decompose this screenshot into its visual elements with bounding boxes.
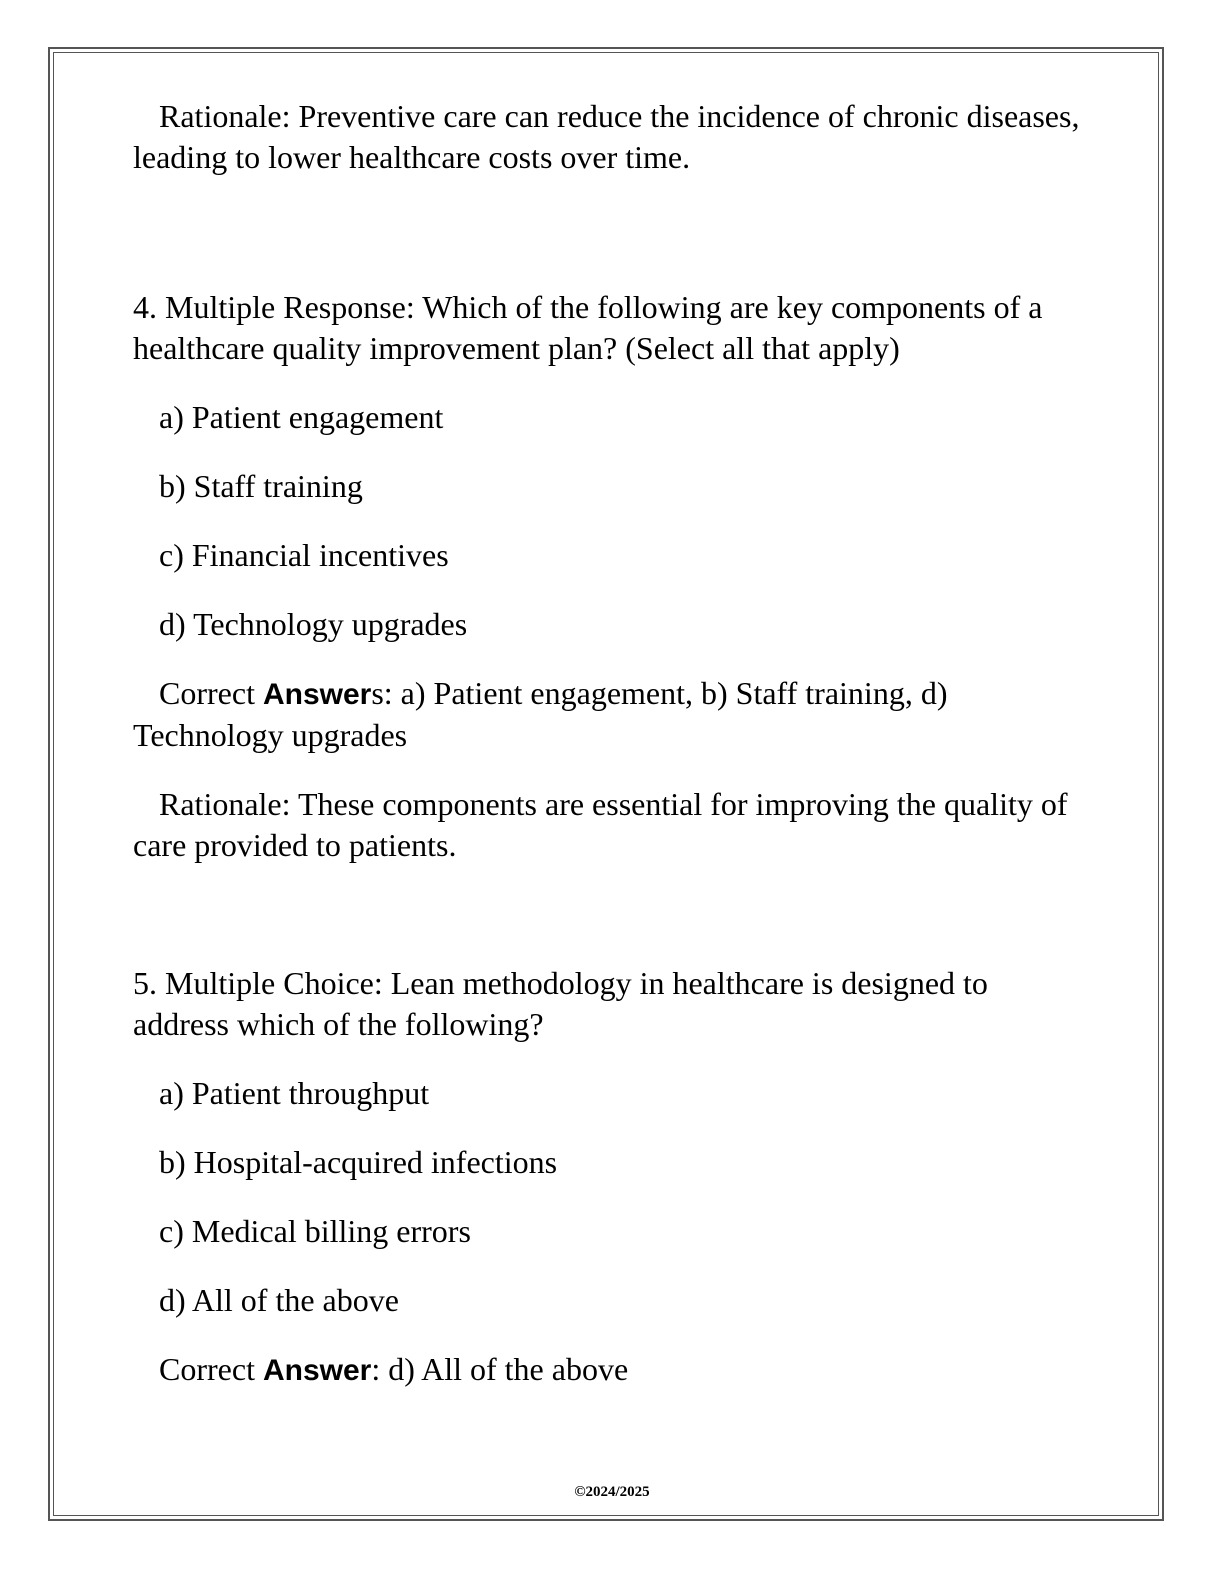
question-4-option-d: d) Technology upgrades <box>159 606 468 642</box>
answer-prefix: Correct <box>159 1351 263 1387</box>
question-5-option-d: d) All of the above <box>159 1282 399 1318</box>
question-4-option-c: c) Financial incentives <box>159 537 449 573</box>
question-4-text: 4. Multiple Response: Which of the following are key components of a healthcare quality improvement plan? (Select all that apply) <box>133 289 1043 366</box>
document-body <box>133 96 1083 1391</box>
question-4-rationale: Rationale: These components are essential for improving the quality of care provided to patients. <box>133 786 1068 863</box>
answer-prefix: Correct <box>159 675 263 711</box>
answer-text: s: a) Patient engagement, b) Staff training, d) Technology upgrades <box>133 675 948 753</box>
previous-rationale: Rationale: Preventive care can reduce the incidence of chronic diseases, leading to lower healthcare costs over time. <box>133 98 1080 175</box>
answer-text: : d) All of the above <box>371 1351 629 1387</box>
question-5-option-a: a) Patient throughput <box>159 1075 430 1111</box>
answer-keyword: Answer <box>262 678 372 711</box>
answer-keyword: Answer <box>262 1354 372 1387</box>
question-4-correct-answer <box>133 673 1083 756</box>
question-5-text: 5. Multiple Choice: Lean methodology in healthcare is designed to address which of the following? <box>133 965 988 1042</box>
question-4-option-b: b) Staff training <box>159 468 363 504</box>
question-5-correct-answer <box>133 1349 1083 1391</box>
question-5-option-c: c) Medical billing errors <box>159 1213 471 1249</box>
question-5-option-b: b) Hospital-acquired infections <box>159 1144 558 1180</box>
question-4-option-a: a) Patient engagement <box>159 399 444 435</box>
copyright-footer: ©2024/2025 <box>574 1484 650 1500</box>
